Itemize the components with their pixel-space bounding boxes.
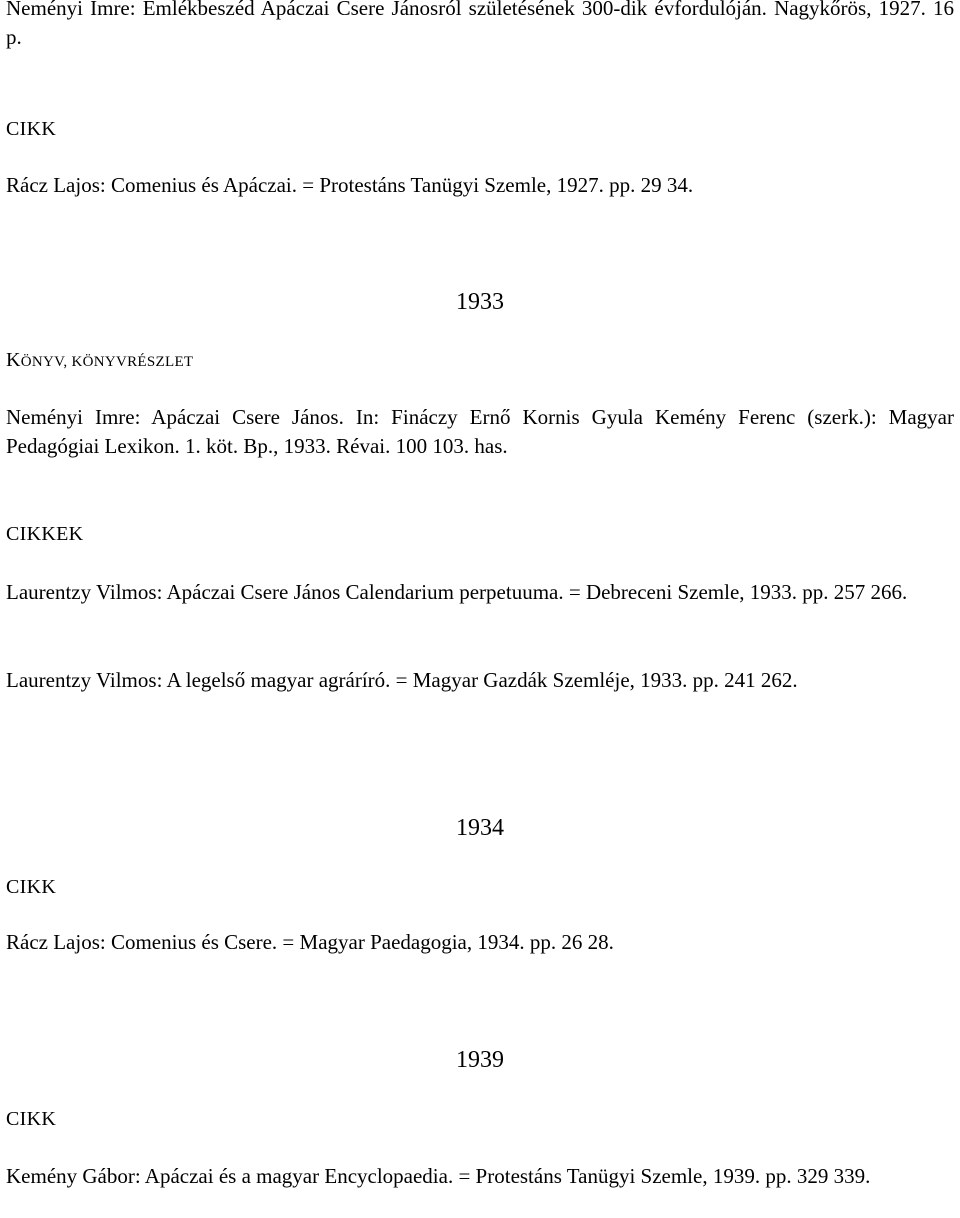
year-heading-1934: 1934 xyxy=(456,815,504,841)
entry-nemenyi-1927: Neményi Imre: Emlékbeszéd Apáczai Csere Jánosról születésének 300-dik évfordulóján. Nagykőrös, 1927. 16 p. xyxy=(6,0,954,49)
heading-initial: K xyxy=(6,349,21,371)
section-heading-cikk: CIKK xyxy=(6,118,57,140)
entry-laurentzy-agrariro: Laurentzy Vilmos: A legelső magyar agráríró. = Magyar Gazdák Szemléje, 1933. pp. 241 262. xyxy=(6,668,798,692)
section-heading-cikk: CIKK xyxy=(6,1108,57,1130)
entry-racz-1934: Rácz Lajos: Comenius és Csere. = Magyar Paedagogia, 1934. pp. 26 28. xyxy=(6,930,614,954)
entry-laurentzy-calendarium: Laurentzy Vilmos: Apáczai Csere János Calendarium perpetuuma. = Debreceni Szemle, 1933. pp. 257 266. xyxy=(6,580,908,604)
heading-smallcaps: ÖNYV, KÖNYVRÉSZLET xyxy=(20,354,194,370)
section-heading-konyv-konyvreszlet xyxy=(6,346,954,377)
year-heading-1939: 1939 xyxy=(456,1047,504,1073)
entry-racz-1927: Rácz Lajos: Comenius és Apáczai. = Protestáns Tanügyi Szemle, 1927. pp. 29 34. xyxy=(6,173,694,197)
year-heading-1933: 1933 xyxy=(456,289,504,315)
section-heading-cikkek: CIKKEK xyxy=(6,523,84,545)
section-heading-cikk: CIKK xyxy=(6,876,57,898)
entry-nemenyi-1933: Neményi Imre: Apáczai Csere János. In: Fináczy Ernő Kornis Gyula Kemény Ferenc (szerk.): Magyar Pedagógiai Lexikon. 1. köt. Bp., 1933. Révai. 100 103. has. xyxy=(6,405,954,458)
entry-kemeny-1939: Kemény Gábor: Apáczai és a magyar Encyclopaedia. = Protestáns Tanügyi Szemle, 1939. pp. 329 339. xyxy=(6,1164,871,1188)
